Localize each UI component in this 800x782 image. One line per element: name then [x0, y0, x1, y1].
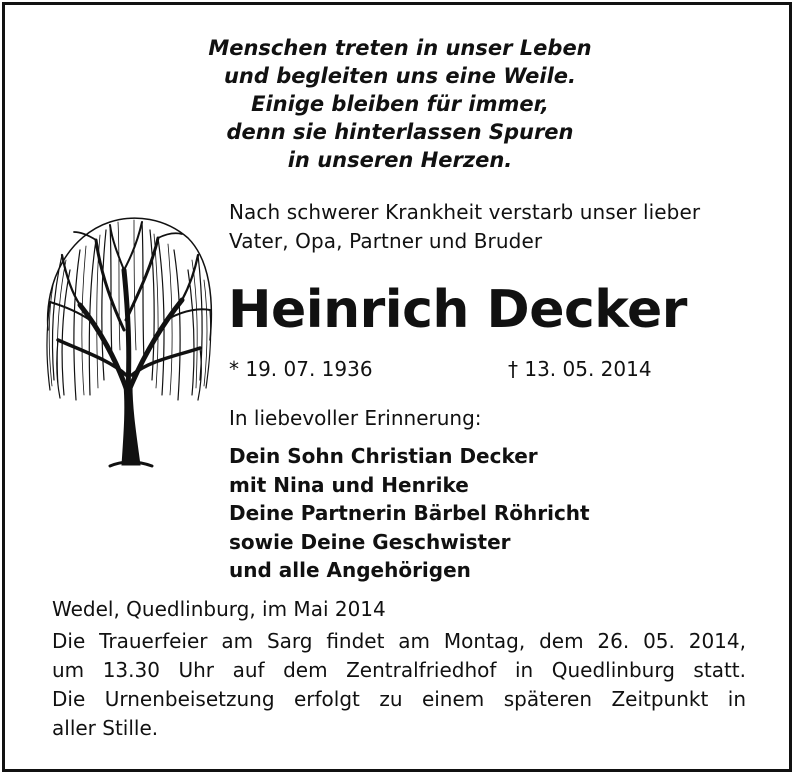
poem-line: in unseren Herzen.	[287, 148, 513, 172]
mourner-line: und alle Angehörigen	[229, 558, 471, 582]
place-and-date: Wedel, Quedlinburg, im Mai 2014	[52, 597, 386, 621]
memory-heading: In liebevoller Erinnerung:	[229, 406, 482, 430]
poem-line: und begleiten uns eine Weile.	[223, 64, 577, 88]
intro-line: Nach schwerer Krankheit verstarb unser lieber	[229, 200, 701, 224]
poem-line: Menschen treten in unser Leben	[208, 36, 592, 60]
death-announcement-intro	[229, 198, 700, 256]
intro-line: Vater, Opa, Partner und Bruder	[229, 229, 543, 253]
funeral-information	[52, 627, 746, 743]
death-date: † 13. 05. 2014	[508, 357, 652, 381]
deceased-name: Heinrich Decker	[228, 280, 687, 340]
info-line: um 13.30 Uhr auf dem Zentralfriedhof in Quedlinburg statt.	[52, 658, 746, 682]
poem-line: denn sie hinterlassen Spuren	[226, 120, 574, 144]
mourner-line: sowie Deine Geschwister	[229, 529, 511, 554]
mourner-line: Dein Sohn Christian Decker	[229, 444, 538, 468]
info-line: Die Trauerfeier am Sarg findet am Montag, dem 26. 05. 2014,	[52, 629, 746, 653]
weeping-willow-tree-icon	[40, 210, 215, 470]
memorial-poem	[140, 34, 660, 174]
info-line: Die Urnenbeisetzung erfolgt zu einem späteren Zeitpunkt in	[52, 687, 746, 711]
mourner-line: mit Nina und Henrike	[229, 472, 469, 497]
poem-line: Einige bleiben für immer,	[251, 92, 549, 116]
birth-date: * 19. 07. 1936	[229, 357, 373, 381]
mourner-line: Deine Partnerin Bärbel Röhricht	[229, 501, 590, 525]
info-line: aller Stille.	[52, 716, 159, 740]
mourners-list	[229, 442, 590, 585]
